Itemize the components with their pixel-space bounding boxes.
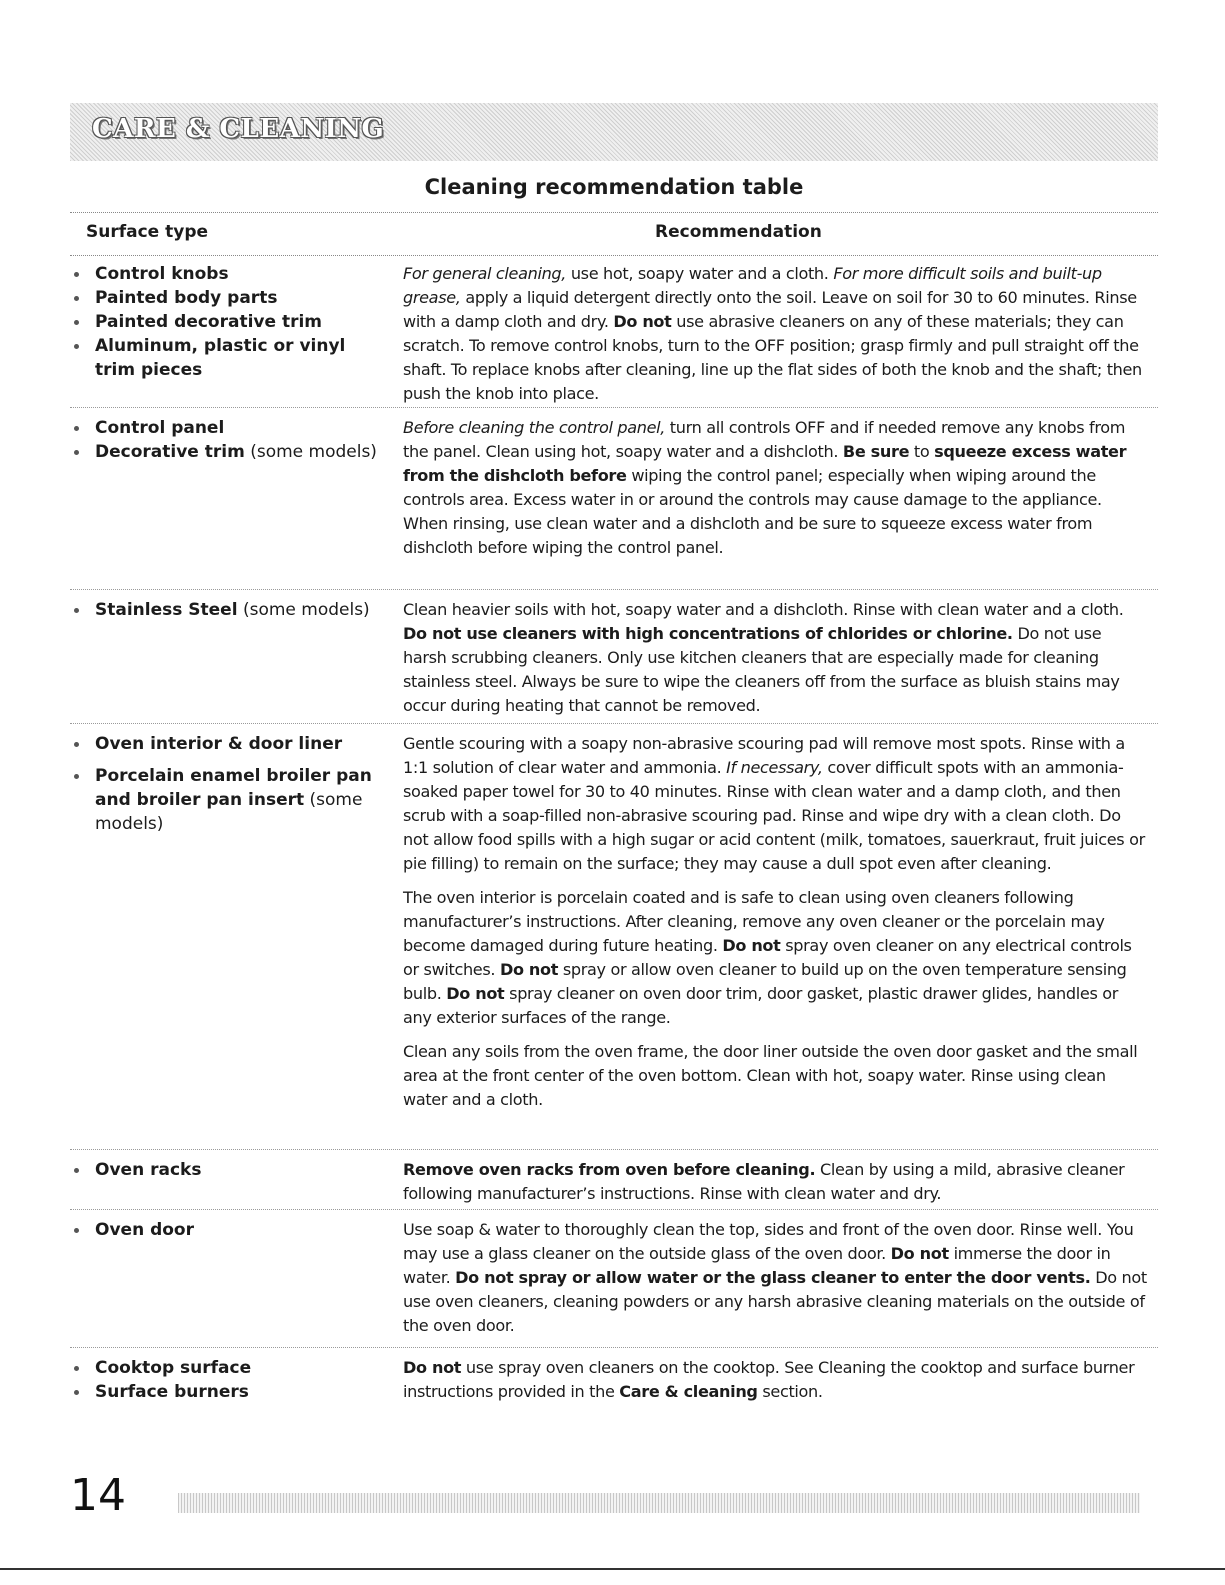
recommendation-paragraph bbox=[403, 732, 1148, 876]
text-run: Clean by using a mild, abrasive cleaner following manufacturer’s instructions. Rinse with clean water and dry. bbox=[403, 1160, 1125, 1203]
surface-item bbox=[70, 310, 390, 334]
surface-list bbox=[70, 1218, 390, 1242]
emphasis-italic: Before cleaning the control panel, bbox=[403, 418, 666, 437]
section-title: CARE & CLEANING bbox=[92, 114, 385, 144]
surface-item bbox=[70, 286, 390, 310]
surface-list bbox=[70, 1356, 390, 1404]
recommendation-text bbox=[403, 416, 1148, 560]
surface-item bbox=[70, 262, 390, 286]
table-row bbox=[70, 1149, 1158, 1203]
emphasis-bold: Remove oven racks from oven before cleaning. bbox=[403, 1160, 816, 1179]
surface-list bbox=[70, 262, 390, 382]
text-run: to bbox=[909, 442, 935, 461]
emphasis-bold: Do not bbox=[403, 1358, 462, 1377]
surface-name: Surface burners bbox=[95, 1382, 249, 1402]
text-run: Use soap & water to thoroughly clean the top, sides and front of the oven door. Rinse well. You may use a glass cleaner on the outside glass of the oven door. bbox=[403, 1220, 1134, 1263]
surface-name: Control panel bbox=[95, 418, 225, 438]
text-run: immerse the door in water. bbox=[403, 1244, 1111, 1287]
recommendation-text bbox=[403, 1356, 1148, 1404]
emphasis-bold: Do not use cleaners with high concentrations of chlorides or chlorine. bbox=[403, 624, 1013, 643]
recommendation-text bbox=[403, 732, 1148, 1112]
recommendation-paragraph bbox=[403, 1218, 1148, 1338]
surface-item bbox=[70, 334, 390, 382]
text-run: turn all controls OFF and if needed remove any knobs from the panel. Clean using hot, soapy water and a dishcloth. bbox=[403, 418, 1126, 461]
emphasis-bold: Do not bbox=[890, 1244, 949, 1263]
text-run: spray cleaner on oven door trim, door gasket, plastic drawer glides, handles or any exterior surfaces of the range. bbox=[403, 984, 1119, 1027]
surface-type-header: Surface type bbox=[86, 222, 209, 242]
text-run: use spray oven cleaners on the cooktop. See Cleaning the cooktop and surface burner instructions provided in the bbox=[403, 1358, 1135, 1401]
recommendation-paragraph bbox=[403, 598, 1148, 718]
section-banner bbox=[70, 103, 1158, 161]
text-run: section. bbox=[757, 1382, 823, 1401]
recommendation-paragraph bbox=[403, 1356, 1148, 1404]
recommendation-paragraph bbox=[403, 262, 1148, 406]
surface-note: (some models) bbox=[237, 600, 370, 620]
recommendation-header: Recommendation bbox=[655, 222, 822, 242]
table-row bbox=[70, 407, 1158, 557]
table-row bbox=[70, 589, 1158, 715]
text-run: Clean heavier soils with hot, soapy water and a dishcloth. Rinse with clean water and a cloth. bbox=[403, 600, 1124, 619]
surface-name: Oven interior & door liner bbox=[95, 734, 343, 754]
surface-item bbox=[70, 1380, 390, 1404]
surface-name: Painted decorative trim bbox=[95, 312, 322, 332]
surface-name: Decorative trim bbox=[95, 442, 245, 462]
table-header bbox=[70, 212, 1158, 256]
footer-bar bbox=[178, 1493, 1140, 1513]
page-number: 14 bbox=[70, 1470, 126, 1521]
surface-name: Painted body parts bbox=[95, 288, 278, 308]
recommendation-paragraph bbox=[403, 886, 1148, 1030]
table-row bbox=[70, 1209, 1158, 1335]
surface-name: Cooktop surface bbox=[95, 1358, 252, 1378]
text-run: wiping the control panel; especially when wiping around the controls area. Excess water in or around the controls may cause damage to the appliance. When rinsing, use clean water and a dishcloth and be sure to squeeze excess water from dishcloth before wiping the control panel. bbox=[403, 466, 1102, 557]
emphasis-bold: Do not bbox=[613, 312, 672, 331]
recommendation-text bbox=[403, 1158, 1148, 1206]
text-run: Do not use harsh scrubbing cleaners. Only use kitchen cleaners that are especially made for cleaning stainless steel. Always be sure to wipe the cleaners off from the surface as bluish stains may occur during heating that cannot be removed. bbox=[403, 624, 1120, 715]
surface-list bbox=[70, 732, 390, 836]
table-row bbox=[70, 723, 1158, 1109]
surface-note: (some models) bbox=[244, 442, 377, 462]
recommendation-text bbox=[403, 1218, 1148, 1338]
surface-item bbox=[70, 440, 390, 464]
text-run: Gentle scouring with a soapy non-abrasive scouring pad will remove most spots. Rinse with a 1:1 solution of clear water and ammonia. bbox=[403, 734, 1125, 777]
text-run: spray or allow oven cleaner to build up on the oven temperature sensing bulb. bbox=[403, 960, 1127, 1003]
text-run: cover difficult spots with an ammonia-soaked paper towel for 30 to 40 minutes. Rinse with clean water and a damp cloth, and then scrub with a soap-filled non-abrasive scouring pad. Rinse and wipe dry with a clean cloth. Do not allow food spills with a high sugar or acid content (milk, tomatoes, sauerkraut, fruit juices or pie filling) to remain on the surface; they may cause a dull spot even after cleaning. bbox=[403, 758, 1145, 873]
recommendation-text bbox=[403, 262, 1148, 406]
surface-note: (some models) bbox=[95, 790, 363, 834]
surface-name: Stainless Steel bbox=[95, 600, 238, 620]
text-run: apply a liquid detergent directly onto the soil. Leave on soil for 30 to 60 minutes. Rinse with a damp cloth and dry. bbox=[403, 288, 1137, 331]
emphasis-bold: Do not bbox=[499, 960, 559, 979]
emphasis-italic: If necessary, bbox=[726, 758, 823, 777]
surface-name: Control knobs bbox=[95, 264, 229, 284]
text-run: Do not use oven cleaners, cleaning powders or any harsh abrasive cleaning materials on the outside of the oven door. bbox=[403, 1268, 1147, 1335]
surface-item bbox=[70, 764, 390, 836]
emphasis-bold: Be sure bbox=[842, 442, 910, 461]
table-row bbox=[70, 1347, 1158, 1402]
text-run: Clean any soils from the oven frame, the door liner outside the oven door gasket and the small area at the front center of the oven bottom. Clean with hot, soapy water. Rinse using clean water and a cloth. bbox=[403, 1042, 1138, 1109]
emphasis-bold: squeeze excess water from the dishcloth before bbox=[403, 442, 1127, 485]
surface-item bbox=[70, 732, 390, 756]
emphasis-bold: Do not bbox=[446, 984, 505, 1003]
emphasis-italic: For more difficult soils and built-up grease, bbox=[403, 264, 1102, 307]
surface-name: Aluminum, plastic or vinyl trim pieces bbox=[95, 336, 346, 380]
text-run: use hot, soapy water and a cloth. bbox=[566, 264, 834, 283]
bottom-rule bbox=[0, 1568, 1225, 1570]
table-title: Cleaning recommendation table bbox=[424, 175, 804, 199]
surface-list bbox=[70, 598, 390, 622]
recommendation-paragraph bbox=[403, 1040, 1148, 1112]
surface-item bbox=[70, 1356, 390, 1380]
surface-item bbox=[70, 416, 390, 440]
text-run: spray oven cleaner on any electrical controls or switches. bbox=[403, 936, 1132, 979]
recommendation-paragraph bbox=[403, 1158, 1148, 1206]
recommendation-paragraph bbox=[403, 416, 1148, 560]
text-run: The oven interior is porcelain coated and is safe to clean using oven cleaners following manufacturer’s instructions. After cleaning, remove any oven cleaner or the porcelain may become damaged during future heating. bbox=[403, 888, 1105, 955]
surface-name: Oven racks bbox=[95, 1160, 202, 1180]
surface-item bbox=[70, 1218, 390, 1242]
text-run: use abrasive cleaners on any of these materials; they can scratch. To remove control knobs, turn to the OFF position; grasp firmly and pull straight off the shaft. To replace knobs after cleaning, line up the flat sides of both the knob and the shaft; then push the knob into place. bbox=[403, 312, 1142, 403]
surface-name: Oven door bbox=[95, 1220, 194, 1240]
surface-list bbox=[70, 416, 390, 464]
emphasis-italic: For general cleaning, bbox=[403, 264, 567, 283]
surface-list bbox=[70, 1158, 390, 1182]
surface-item bbox=[70, 1158, 390, 1182]
emphasis-bold: Do not bbox=[722, 936, 781, 955]
surface-name: Porcelain enamel broiler pan and broiler pan insert bbox=[95, 766, 372, 810]
surface-item bbox=[70, 598, 390, 622]
emphasis-bold: Care & cleaning bbox=[619, 1382, 758, 1401]
recommendation-text bbox=[403, 598, 1148, 718]
emphasis-bold: Do not spray or allow water or the glass cleaner to enter the door vents. bbox=[455, 1268, 1091, 1287]
